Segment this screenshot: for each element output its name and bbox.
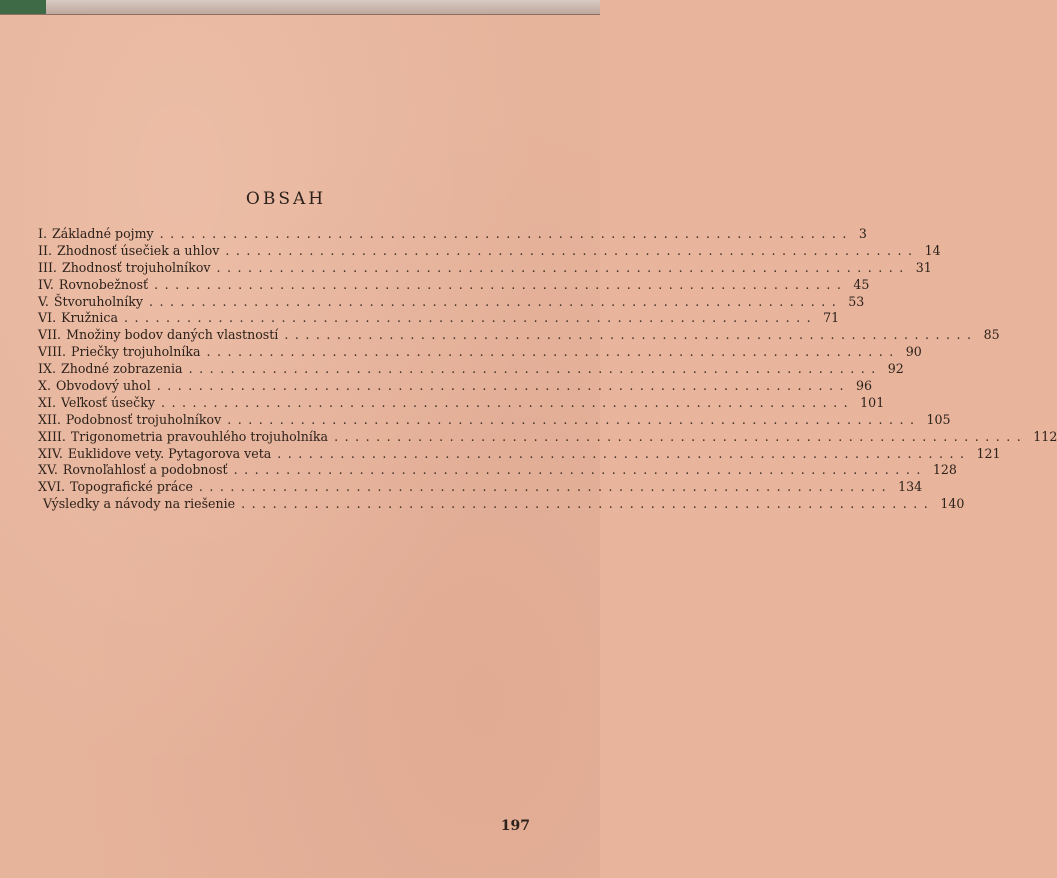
chapter-title: Kružnica [61,310,118,326]
chapter-number: VI. [38,310,57,326]
dot-leader: .................................................................. [149,293,843,309]
dot-leader: .................................................................. [154,276,848,292]
cover-edge [0,0,46,14]
chapter-page: 112 [1033,428,1057,444]
chapter-number: XIII. [38,428,66,444]
chapter-title: Štvoruholníky [53,293,144,309]
dot-leader: .................................................................. [334,428,1028,444]
dot-leader: .................................................................. [227,411,921,427]
toc-entry [38,293,865,311]
dot-leader: .................................................................. [160,394,855,410]
chapter-number: XII. [38,411,61,427]
toc-title: OBSAH [245,189,327,209]
chapter-number: XI. [38,394,56,410]
toc-entry [38,445,1001,463]
toc-entry [38,462,957,479]
toc-entry [38,327,1000,344]
dot-leader: .................................................................. [198,479,893,495]
dot-leader: .................................................................. [159,226,853,241]
toc-entry [38,479,923,496]
chapter-title: Rovnobežnosť [58,276,149,292]
chapter-title: Zhodné zobrazenia [60,361,183,377]
top-edge-strip [0,0,600,15]
chapter-page: 53 [848,293,865,309]
toc-entry [38,226,867,243]
toc-entry [38,378,873,395]
chapter-number: XVI. [38,479,66,495]
chapter-page: 105 [926,411,951,427]
chapter-title: Topografické práce [70,479,193,495]
chapter-number: XIV. [38,445,63,461]
dot-leader: .................................................................. [284,327,978,343]
toc-entry [38,496,965,513]
toc-entry [38,310,840,327]
toc-entry [38,411,951,429]
chapter-page: 101 [860,394,885,410]
chapter-number: VIII. [38,344,67,360]
chapter-title: Zhodnosť úsečiek a uhlov [56,242,220,258]
chapter-number: IV. [38,276,54,292]
chapter-title: Veľkosť úsečky [60,394,155,410]
chapter-number: IX. [38,361,56,377]
chapter-page: 140 [940,496,965,512]
chapter-number: X. [38,378,51,394]
chapter-page: 3 [858,226,867,241]
chapter-page: 92 [887,361,904,377]
chapter-number: III. [38,259,57,275]
chapter-page: 134 [898,479,923,495]
table-of-contents [38,226,1057,513]
chapter-number: VII. [38,327,62,343]
chapter-title: Rovnoľahlosť a podobnosť [62,462,228,478]
chapter-page: 71 [823,310,840,326]
chapter-page: 14 [924,242,941,258]
chapter-page: 121 [976,445,1001,461]
dot-leader: .................................................................. [277,445,971,461]
chapter-number: I. [38,226,47,241]
chapter-title: Euklidove vety. Pytagorova veta [67,445,272,461]
chapter-title: Zhodnosť trojuholníkov [61,259,211,275]
dot-leader: .................................................................. [123,310,818,326]
dot-leader: .................................................................. [206,344,900,360]
chapter-number: II. [38,242,52,258]
toc-entry [38,242,941,260]
chapter-title: Základné pojmy [51,226,154,241]
chapter-title: Trigonometria pravouhlého trojuholníka [70,428,329,444]
toc-entry [38,259,932,277]
chapter-page: 85 [983,327,1000,343]
dot-leader: .................................................................. [216,259,910,275]
chapter-page: 128 [932,462,957,478]
dot-leader: .................................................................. [233,462,927,478]
dot-leader: .................................................................. [225,242,919,258]
dot-leader: .................................................................. [188,361,882,377]
dot-leader: .................................................................. [241,496,935,512]
page-number: 197 [500,818,530,834]
toc-entry [38,344,922,361]
chapter-page: 96 [856,378,873,394]
toc-entry [38,394,885,412]
chapter-title: Priečky trojuholníka [71,344,201,360]
toc-entry [38,276,870,294]
chapter-page: 45 [853,276,870,292]
chapter-title: Obvodový uhol [55,378,151,394]
dot-leader: .................................................................. [156,378,850,394]
toc-entry [38,428,1057,446]
toc-entry [38,361,904,378]
chapter-title: Podobnosť trojuholníkov [65,411,222,427]
chapter-page: 90 [905,344,922,360]
chapter-title: Výsledky a návody na riešenie [43,496,236,512]
chapter-number: V. [38,293,49,309]
chapter-number: XV. [38,462,58,478]
chapter-page: 31 [915,259,932,275]
chapter-title: Množiny bodov daných vlastností [66,327,279,343]
